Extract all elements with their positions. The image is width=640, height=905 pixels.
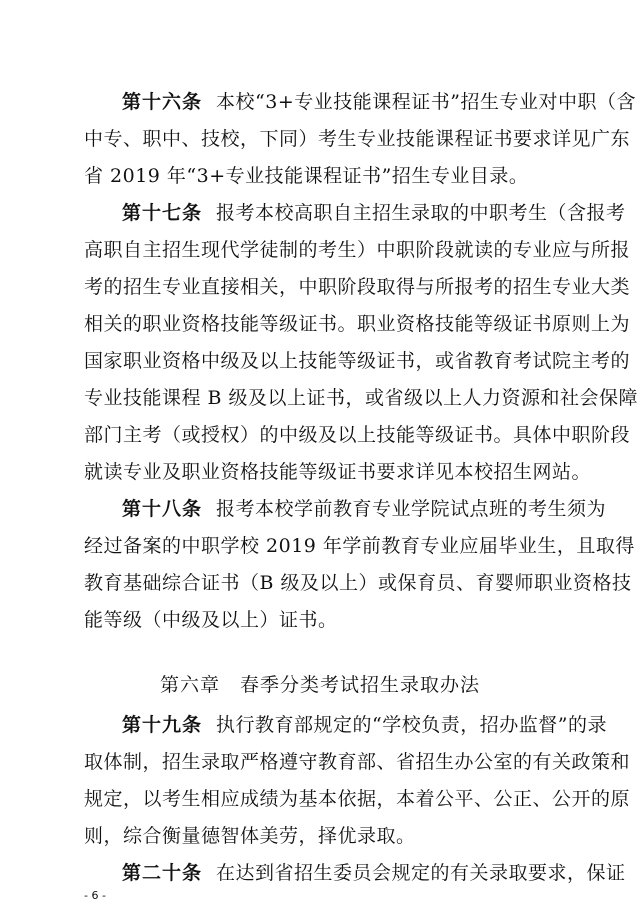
article-17-label: 第十七条 [122, 202, 203, 224]
article-17-line-4: 相关的职业资格技能等级证书。职业资格技能等级证书原则上为 [84, 313, 631, 335]
chapter-heading: 第六章 春季分类考试招生录取办法 [159, 674, 480, 696]
article-18-line-2: 经过备案的中职学校 2019 年学前教育专业应届毕业生，且取得 [84, 535, 635, 557]
article-16-line-1 [122, 89, 636, 115]
article-16-text: 本校“3+专业技能课程证书”招生专业对中职（含 [216, 91, 636, 113]
article-19-label: 第十九条 [122, 714, 203, 736]
page-number: - 6 - [84, 889, 106, 902]
article-18-line-1 [122, 496, 607, 522]
article-19-line-2: 取体制，招生录取严格遵守教育部、省招生办公室的有关政策和 [84, 751, 631, 773]
article-20-text: 在达到省招生委员会规定的有关录取要求，保证 [216, 862, 626, 884]
article-17-line-3: 考的招生专业直接相关，中职阶段取得与所报考的招生专业大类 [84, 276, 631, 298]
article-20-line-1 [122, 860, 626, 886]
article-18-text: 报考本校学前教育专业学院试点班的考生须为 [216, 498, 607, 520]
article-19-line-4: 则，综合衡量德智体美劳，择优录取。 [84, 825, 416, 847]
article-19-line-3: 规定，以考生相应成绩为基本依据，本着公平、公正、公开的原 [84, 788, 631, 810]
article-19-line-1 [122, 712, 607, 738]
article-17-line-7: 部门主考（或授权）的中级及以上技能等级证书。具体中职阶段 [84, 424, 631, 446]
article-18-label: 第十八条 [122, 498, 203, 520]
article-17-text: 报考本校高职自主招生录取的中职考生（含报考 [216, 202, 626, 224]
article-17-line-5: 国家职业资格中级及以上技能等级证书，或省教育考试院主考的 [84, 350, 631, 372]
article-18-line-4: 能等级（中级及以上）证书。 [84, 609, 338, 631]
article-16-line-2: 中专、职中、技校，下同）考生专业技能课程证书要求详见广东 [84, 128, 631, 150]
article-19-text: 执行教育部规定的“学校负责，招办监督”的录 [216, 714, 607, 736]
article-17-line-2: 高职自主招生现代学徒制的考生）中职阶段就读的专业应与所报 [84, 239, 631, 261]
article-17-line-1 [122, 200, 626, 226]
article-16-line-3: 省 2019 年“3+专业技能课程证书”招生专业目录。 [84, 165, 529, 187]
article-20-label: 第二十条 [122, 862, 203, 884]
article-17-line-6: 专业技能课程 B 级及以上证书，或省级以上人力资源和社会保障 [84, 387, 639, 409]
article-17-line-8: 就读专业及职业资格技能等级证书要求详见本校招生网站。 [84, 461, 592, 483]
article-18-line-3: 教育基础综合证书（B 级及以上）或保育员、育婴师职业资格技 [84, 572, 632, 594]
article-16-label: 第十六条 [122, 91, 203, 113]
